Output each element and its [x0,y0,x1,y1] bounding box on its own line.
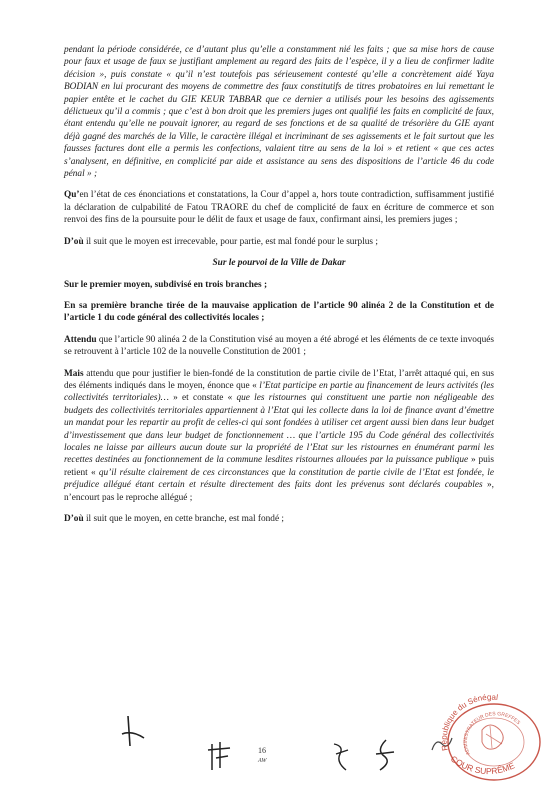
svg-text:République du Sénégal [440,693,499,752]
text-segment: Sur le premier moyen, subdivisé en trois branches ; [64,279,268,290]
paragraph-p9 [64,513,494,525]
text-segment: Sur le pourvoi de la Ville de Dakar [212,258,346,269]
text-segment: Qu’ [64,190,80,201]
seal-inner-text: ADMINISTRATEUR DES GREFFES [462,711,522,756]
text-segment: En sa première branche tirée de la mauvaise application de l’article 90 alinéa 2 de la Constitution et de l’article 1 du code général des collectivités locales ; [64,300,494,324]
text-segment: il suit que le moyen, en cette branche, est mal fondé ; [83,514,284,524]
text-segment: attendu que pour justifier le bien-fondé de la constitution de partie civile de l’Etat, l’arrêt attaqué qui, en sus des éléments indiqués dans le moyen, énonce que « [64,368,494,391]
paragraph-p2 [64,189,494,226]
svg-text:COUR SUPRÊME [449,754,517,777]
text-segment: il suit que le moyen est irrecevable, pour partie, est mal fondé pour le surplus ; [83,236,378,247]
paragraph-p3 [64,236,494,248]
text-segment: l’Etat participe en partie au financement de leurs activités (les collectivités territoriales)… [64,380,494,404]
court-seal-stamp [430,690,550,785]
text-segment: D’où [64,236,84,247]
page-number-value: 16 [258,746,266,755]
paragraph-p8 [64,368,494,504]
paragraph-p7 [64,334,494,359]
text-segment: en l’état de ces énonciations et constatations, la Cour d’appel a, hors toute contradiction, suffisamment justifié la déclaration de culpabilité de Fatou TRAORE du chef de complicité de faux en écriture de commerce et son renvoi des fins de la poursuite pour le délit de faux et usage de faux, confirmant ainsi, les premiers juges ; [64,190,494,226]
paragraph-p5 [64,279,494,291]
signature-initials-1 [118,712,148,752]
text-segment: Mais [64,368,84,379]
page-number [258,746,266,764]
text-segment: que les ristournes qui constituent une partie non négligeable des budgets des collectivités territoriales appartiennent à l’Etat qui les collecte dans la loi de finance avant d’émettre un mandat pour les repartir au profit de celles-ci qui sont fondées à utiliser cet argent aussi bien dans leur budget d’investissement que dans leur budget de fonctionnement … que l’article 195 du Code général des collectivités locales ne laisse par ailleurs aucun doute sur la propriété de l’Etat sur les ristournes en énumérant parmi les recettes destinées au fonctionnement de la commune lesdites ristournes allouées par la puissance publique [64,393,494,466]
seal-bottom-text: COUR SUPRÊME [448,753,517,777]
page-number-initials: AW [258,758,267,764]
paragraph-p6 [64,300,494,325]
text-segment: que l’article 90 alinéa 2 de la Constitution visé au moyen a été abrogé et les éléments de ce texte invoqués se retrouvent à l’article 102 de la nouvelle Constitution de 2001 ; [64,334,494,358]
signature-initials-3 [330,740,354,774]
document-body [64,44,494,534]
text-segment: D’où [64,514,84,524]
text-segment: pendant la période considérée, ce d’autant plus qu’elle a constamment nié les faits ; que sa mise hors de cause pour faux et usage de faux se justifiant amplement au regard des faits de l’espèce, il y a lieu de confirmer ladite décision », puis constate « qu’il n’est toutefois pas sérieusement contesté qu’elle a concrètement aidé Yaya BODIAN en lui procurant des moyens de commettre des faux constitutifs de titres probatoires en lui remettant le papier entête et le cachet du GIE KEUR TABBAR que ce dernier a utilisés pour les besoins des agissements délictueux qu’il a commis ; que c’est à bon droit que les premiers juges ont qualifié les faits en complicité de faux, étant entendu qu’elle ne pouvait ignorer, au regard de ses fonctions et de sa qualité de trésorière du GIE ayant déjà gagné des marchés de la Ville, le caractère illégal et incriminant de ses agissements et le fait surtout que les fausses factures dont elle a permis les confections, valaient titre au sens de la loi » et retient « que ces actes s’analysent, en définitive, en complicité par aide et assistance au sens des dispositions de l’article 46 du code pénal » ; [64,45,494,180]
text-segment: » puis retient « [64,455,494,478]
text-segment: », n’encourt pas le reproche allégué ; [64,480,495,503]
signature-initials-4 [372,738,398,774]
seal-top-text: République du Sénégal [439,692,499,752]
text-segment: Attendu [64,334,97,345]
text-segment: qu’il résulte clairement de ces circonstances que la constitution de partie civile de l’Etat est fondée, le préjudice allégué étant certain et résulte directement des faits dont les prévenus sont déclarés coupables [64,467,494,491]
signature-initials-2 [206,740,234,774]
text-segment: » et constate « [168,393,237,404]
paragraph-p1 [64,44,494,180]
paragraph-p4 [64,257,494,269]
